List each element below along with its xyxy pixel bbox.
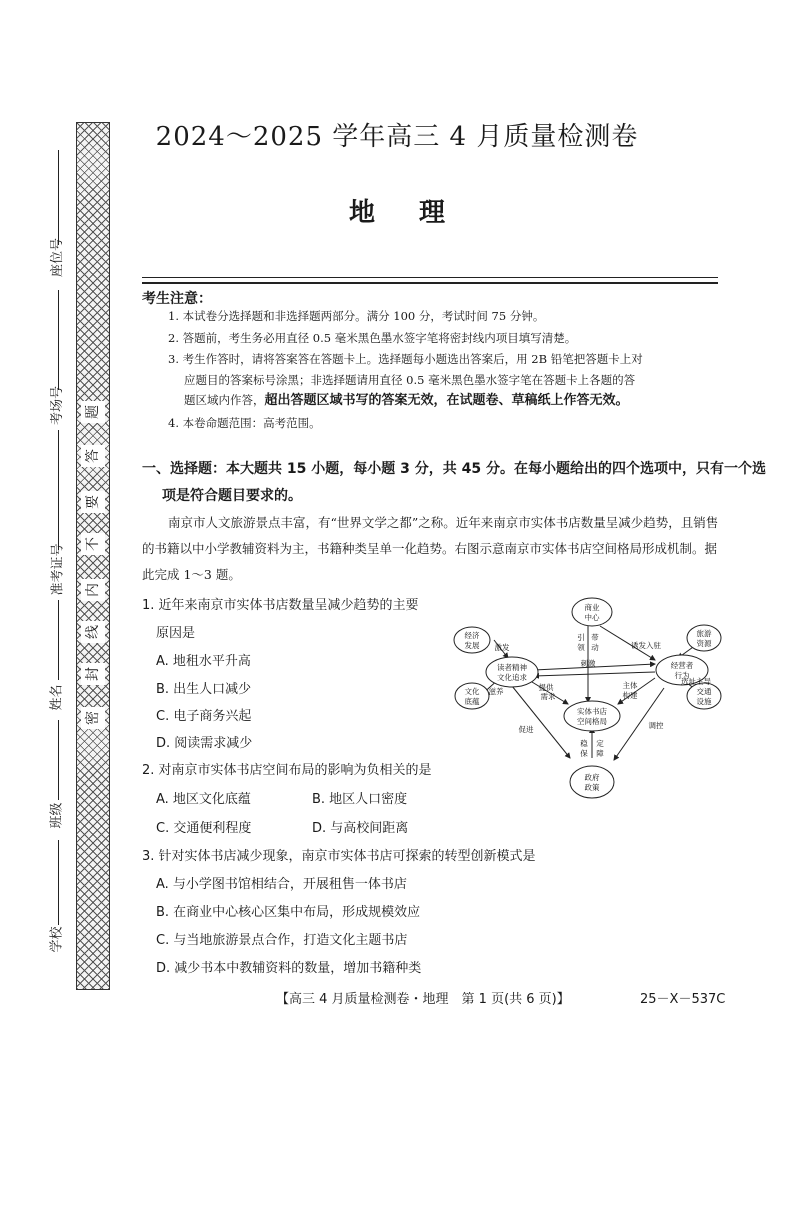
node-label: 文化 (464, 687, 480, 696)
edge-label: 滋养 (488, 687, 504, 696)
strip-char: 不 (81, 533, 105, 555)
edge-label: 主体 (622, 681, 638, 690)
edge-label: 调控 (648, 721, 664, 730)
notice-item (184, 392, 736, 409)
name-label: 姓名 (49, 684, 65, 711)
seat-number-label: 座位号 (50, 237, 66, 278)
node-label: 读者精神 (497, 663, 527, 672)
strip-char: 答 (81, 445, 105, 467)
node-label: 政策 (584, 783, 600, 792)
subject-char: 理 (419, 198, 446, 228)
option[interactable]: C. 电子商务兴起 (156, 709, 252, 724)
edge-label: 提供 (538, 683, 554, 692)
divider (142, 277, 718, 278)
notice-item: 2. 答题前，考生务必用直径 0.5 毫米黑色墨水签字笔将密封线内项目填写清楚。 (168, 331, 577, 345)
paper-code: 25－X－537C (640, 992, 726, 1007)
option[interactable]: D. 减少书本中教辅资料的数量，增加书籍种类 (156, 961, 422, 976)
edge-label: 刺激 (580, 659, 596, 668)
bookstore-mechanism-diagram (450, 596, 725, 808)
node-label: 旅游 (696, 629, 712, 638)
divider (142, 282, 718, 284)
notice-title: 考生注意： (142, 291, 212, 307)
fill-line[interactable] (58, 600, 59, 680)
question-stem: 1. 近年来南京市实体书店数量呈减少趋势的主要 (142, 598, 419, 613)
node-label: 底蕴 (464, 697, 480, 706)
edge-label: 需求 (540, 692, 556, 701)
node-label: 商业 (584, 603, 600, 612)
edge-label: 诱发入驻 (631, 641, 661, 650)
edge-label: 保 (580, 749, 588, 758)
option[interactable]: A. 与小学图书馆相结合，开展租售一体书店 (156, 877, 407, 892)
fill-line[interactable] (58, 430, 59, 550)
option[interactable]: C. 交通便利程度 (156, 821, 252, 836)
option[interactable]: D. 阅读需求减少 (156, 736, 253, 751)
node-label: 设施 (696, 697, 712, 706)
option[interactable]: A. 地区文化底蕴 (156, 792, 251, 807)
notice-item: 1. 本试卷分选择题和非选择题两部分。满分 100 分，考试时间 75 分钟。 (168, 309, 545, 323)
section-heading: 一、选择题：本大题共 15 小题，每小题 3 分，共 45 分。在每小题给出的四个选项中，只有一个选 (142, 461, 766, 477)
strip-char: 要 (81, 491, 105, 513)
strip-char: 密 (81, 707, 105, 729)
school-label: 学校 (49, 926, 65, 953)
fill-line[interactable] (58, 290, 59, 390)
class-label: 班级 (49, 802, 65, 829)
notice-item: 4. 本卷命题范围：高考范围。 (168, 416, 321, 430)
option[interactable]: B. 出生人口减少 (156, 682, 252, 697)
strip-char: 封 (81, 663, 105, 685)
option[interactable]: A. 地租水平升高 (156, 654, 251, 669)
question-stem: 3. 针对实体书店减少现象，南京市实体书店可探索的转型创新模式是 (142, 849, 536, 864)
node-label: 中心 (584, 613, 600, 622)
edge-label: 动 (591, 643, 599, 652)
binding-strip (76, 122, 110, 990)
node-label: 交通 (696, 687, 712, 696)
edge-label: 领 (577, 643, 585, 652)
node-label: 空间格局 (577, 717, 607, 726)
node-label: 实体书店 (577, 707, 607, 716)
strip-char: 内 (81, 579, 105, 601)
notice-text: 题区域内作答， (184, 393, 265, 407)
notice-item: 应题目的答案标号涂黑；非选择题请用直径 0.5 毫米黑色墨水签字笔在答题卡上各题的答 (184, 373, 636, 387)
node-label: 经济 (464, 631, 480, 640)
edge-label: 引 (577, 633, 585, 642)
edge-label: 带 (591, 633, 599, 642)
node-label: 文化追求 (497, 673, 527, 682)
passage: 南京市人文旅游景点丰富，有“世界文学之都”之称。近年来南京市实体书店数量呈减少趋势，且销售的书籍以中小学教辅资料为主，书籍种类呈单一化趋势。右图示意南京市实体书店空间格局形成机制。据此完成 1～3 题。 (142, 515, 719, 582)
strip-char: 题 (81, 401, 105, 423)
node-label: 行为 (674, 671, 690, 680)
edge-label: 构建 (622, 691, 638, 700)
exam-id-label: 准考证号 (50, 543, 66, 596)
notice-item: 3. 考生作答时，请将答案答在答题卡上。选择题每小题选出答案后，用 2B 铅笔把答题卡上对 (168, 352, 643, 366)
page-footer: 【高三 4 月质量检测卷・地理 第 1 页(共 6 页)】 (276, 992, 570, 1007)
option[interactable]: B. 在商业中心核心区集中布局，形成规模效应 (156, 905, 421, 920)
edge-label: 稳 (580, 739, 588, 748)
edge-label: 选址主导 (681, 677, 711, 686)
question-stem: 原因是 (156, 626, 196, 641)
node-label: 经营者 (670, 661, 694, 670)
fill-line[interactable] (58, 840, 59, 925)
edge-label: 定 (596, 739, 604, 748)
option[interactable]: C. 与当地旅游景点合作，打造文化主题书店 (156, 933, 408, 948)
section-heading: 项是符合题目要求的。 (162, 488, 302, 504)
edge-label: 激发 (494, 643, 510, 652)
node-label: 资源 (696, 639, 712, 648)
fill-line[interactable] (58, 720, 59, 800)
subject-char: 地 (348, 198, 375, 228)
subject-title (0, 192, 794, 229)
question-stem: 2. 对南京市实体书店空间布局的影响为负相关的是 (142, 763, 432, 778)
node-label: 政府 (584, 773, 600, 782)
option[interactable]: B. 地区人口密度 (312, 792, 408, 807)
exam-title: 2024～2025 学年高三 4 月质量检测卷 (155, 122, 639, 152)
notice-bold: 超出答题区域书写的答案无效，在试题卷、草稿纸上作答无效。 (264, 393, 629, 408)
strip-char: 线 (81, 621, 105, 643)
room-number-label: 考场号 (50, 385, 66, 426)
option[interactable]: D. 与高校间距离 (312, 821, 409, 836)
node-label: 发展 (464, 641, 480, 650)
edge-label: 促进 (518, 725, 534, 734)
edge-label: 障 (596, 749, 604, 758)
